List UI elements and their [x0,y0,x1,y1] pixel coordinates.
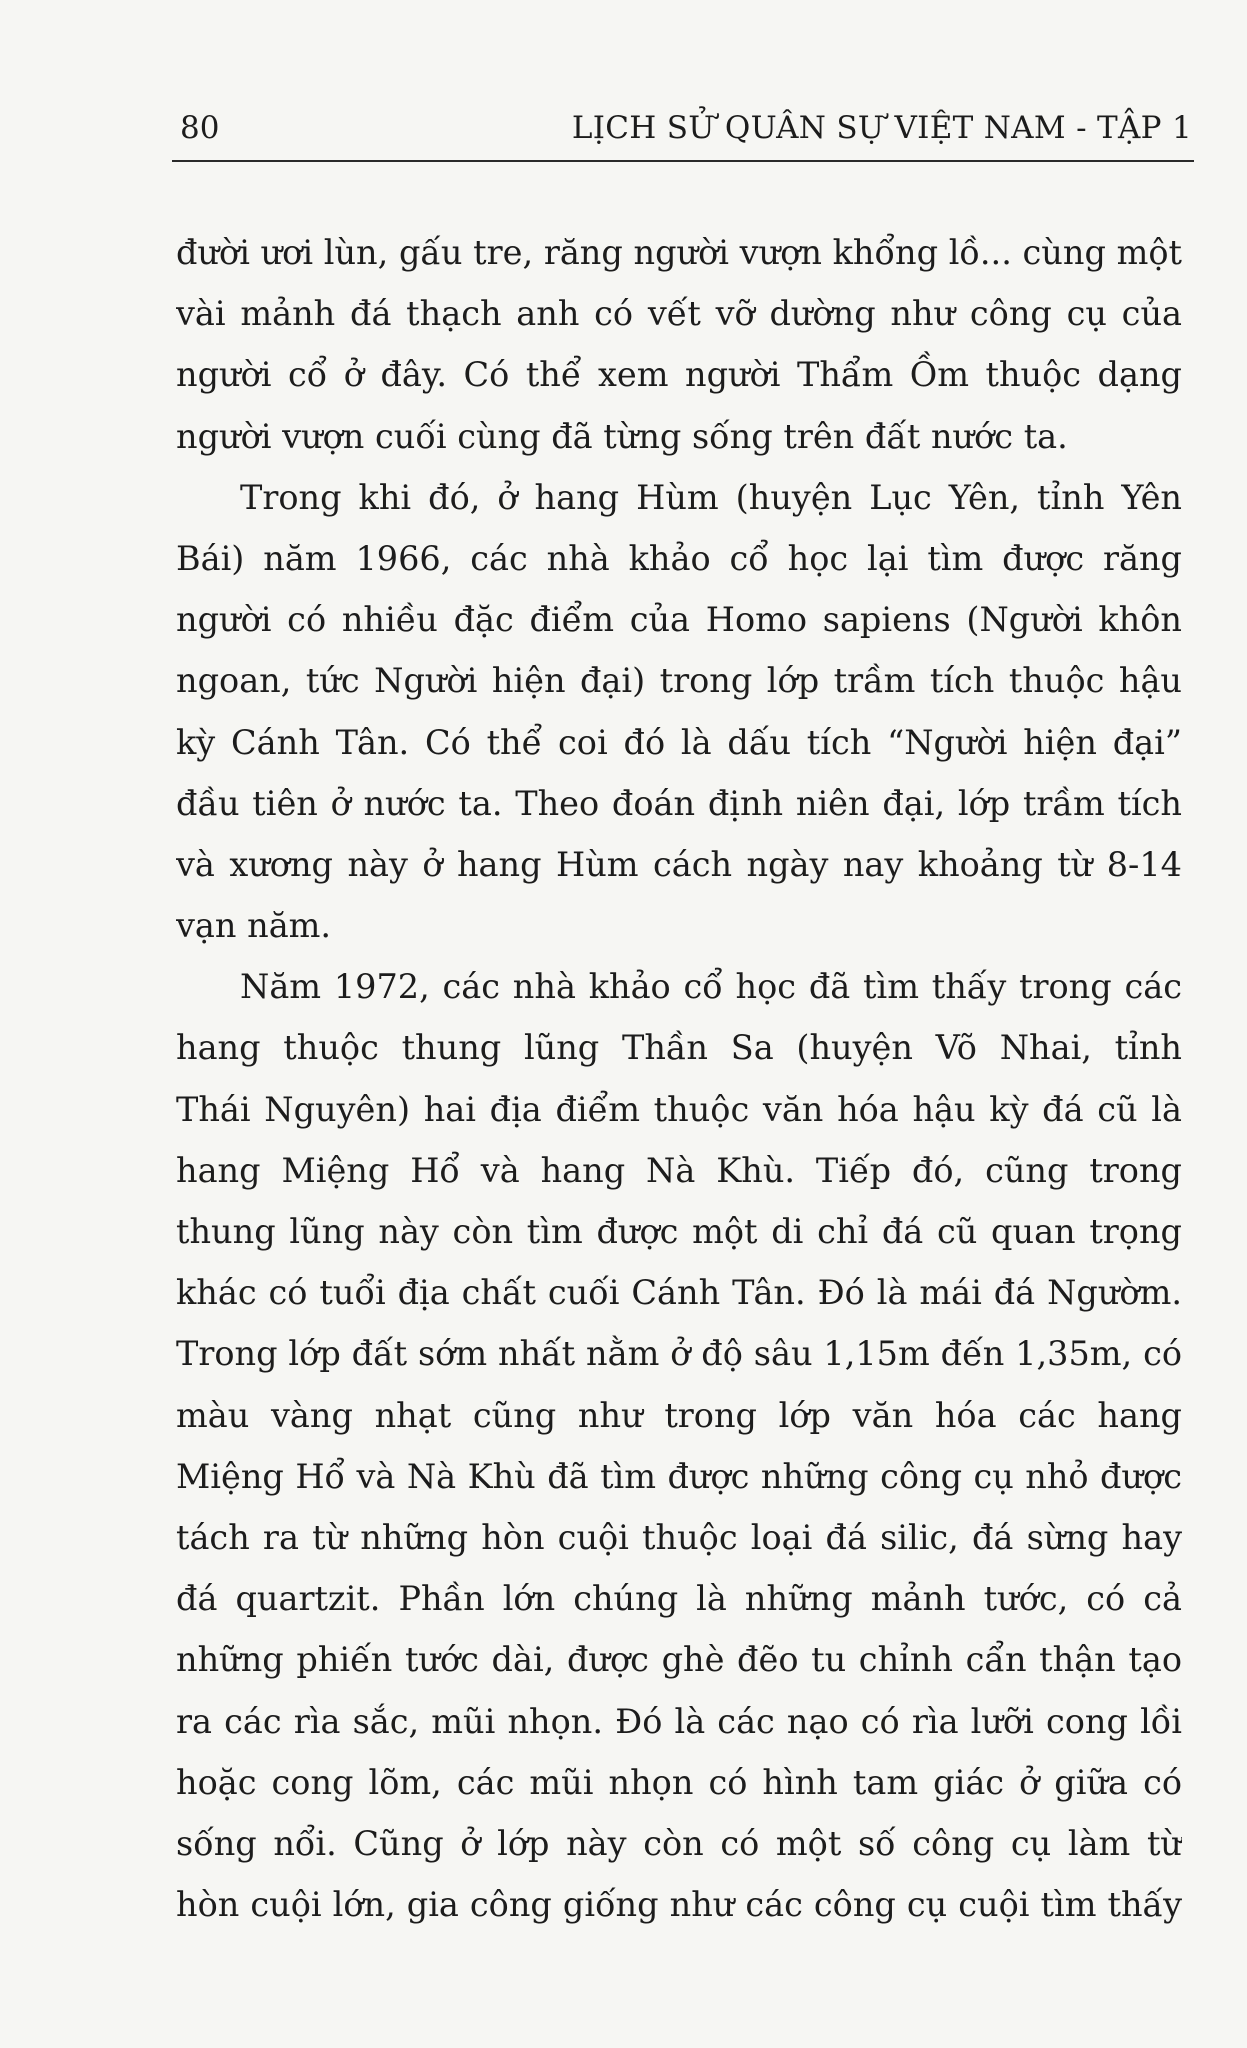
text-line: khác có tuổi địa chất cuối Cánh Tân. Đó là mái đá Ngườm. [176,1273,1182,1313]
text-line: Trong lớp đất sớm nhất nằm ở độ sâu 1,15m đến 1,35m, có [176,1334,1182,1374]
paragraph-start-line: Trong khi đó, ở hang Hùm (huyện Lục Yên, tỉnh Yên [240,477,1182,517]
page-number: 80 [180,110,220,146]
text-line: những phiến tước dài, được ghè đẽo tu chỉnh cẩn thận tạo [176,1640,1182,1680]
text-line: hang thuộc thung lũng Thần Sa (huyện Võ Nhai, tỉnh [176,1028,1182,1068]
text-line: thung lũng này còn tìm được một di chỉ đá cũ quan trọng [176,1212,1182,1251]
text-line: đầu tiên ở nước ta. Theo đoán định niên đại, lớp trầm tích [176,783,1182,823]
text-line: và xương này ở hang Hùm cách ngày nay khoảng từ 8-14 [176,844,1182,884]
text-line: kỳ Cánh Tân. Có thể coi đó là dấu tích “Người hiện đại” [176,722,1182,762]
text-line: ra các rìa sắc, mũi nhọn. Đó là các nạo có rìa lưỡi cong lồi [176,1701,1182,1741]
text-line: hòn cuội lớn, gia công giống như các công cụ cuội tìm thấy [176,1885,1182,1925]
text-line: ngoan, tức Người hiện đại) trong lớp trầm tích thuộc hậu [176,661,1182,701]
text-line: Thái Nguyên) hai địa điểm thuộc văn hóa hậu kỳ đá cũ là [176,1089,1182,1129]
running-title: LỊCH SỬ QUÂN SỰ VIỆT NAM - TẬP 1 [571,110,1192,146]
body-text [176,222,1182,1935]
paragraph-start-line: Năm 1972, các nhà khảo cổ học đã tìm thấy trong các [240,967,1182,1007]
text-line: Bái) năm 1966, các nhà khảo cổ học lại tìm được răng [176,538,1182,578]
text-line: hoặc cong lõm, các mũi nhọn có hình tam giác ở giữa có [176,1762,1182,1802]
text-line: vài mảnh đá thạch anh có vết vỡ dường như công cụ của [176,294,1182,334]
text-line: sống nổi. Cũng ở lớp này còn có một số công cụ làm từ [176,1823,1182,1863]
text-line: Miệng Hổ và Nà Khù đã tìm được những công cụ nhỏ được [176,1456,1182,1496]
text-line: vạn năm. [176,906,332,946]
text-line: người có nhiều đặc điểm của Homo sapiens (Người khôn [176,600,1182,640]
text-line: đá quartzit. Phần lớn chúng là những mảnh tước, có cả [176,1579,1182,1619]
header-rule [172,160,1194,162]
text-line: tách ra từ những hòn cuội thuộc loại đá silic, đá sừng hay [176,1517,1182,1557]
text-line: người vượn cuối cùng đã từng sống trên đất nước ta. [176,416,1068,456]
text-line: màu vàng nhạt cũng như trong lớp văn hóa các hang [176,1395,1182,1435]
text-line: người cổ ở đây. Có thể xem người Thẩm Ồm thuộc dạng [176,355,1182,395]
text-line: đười ươi lùn, gấu tre, răng người vượn khổng lồ... cùng một [176,233,1182,272]
page-header [172,110,1192,156]
text-line: hang Miệng Hổ và hang Nà Khù. Tiếp đó, cũng trong [176,1150,1182,1190]
